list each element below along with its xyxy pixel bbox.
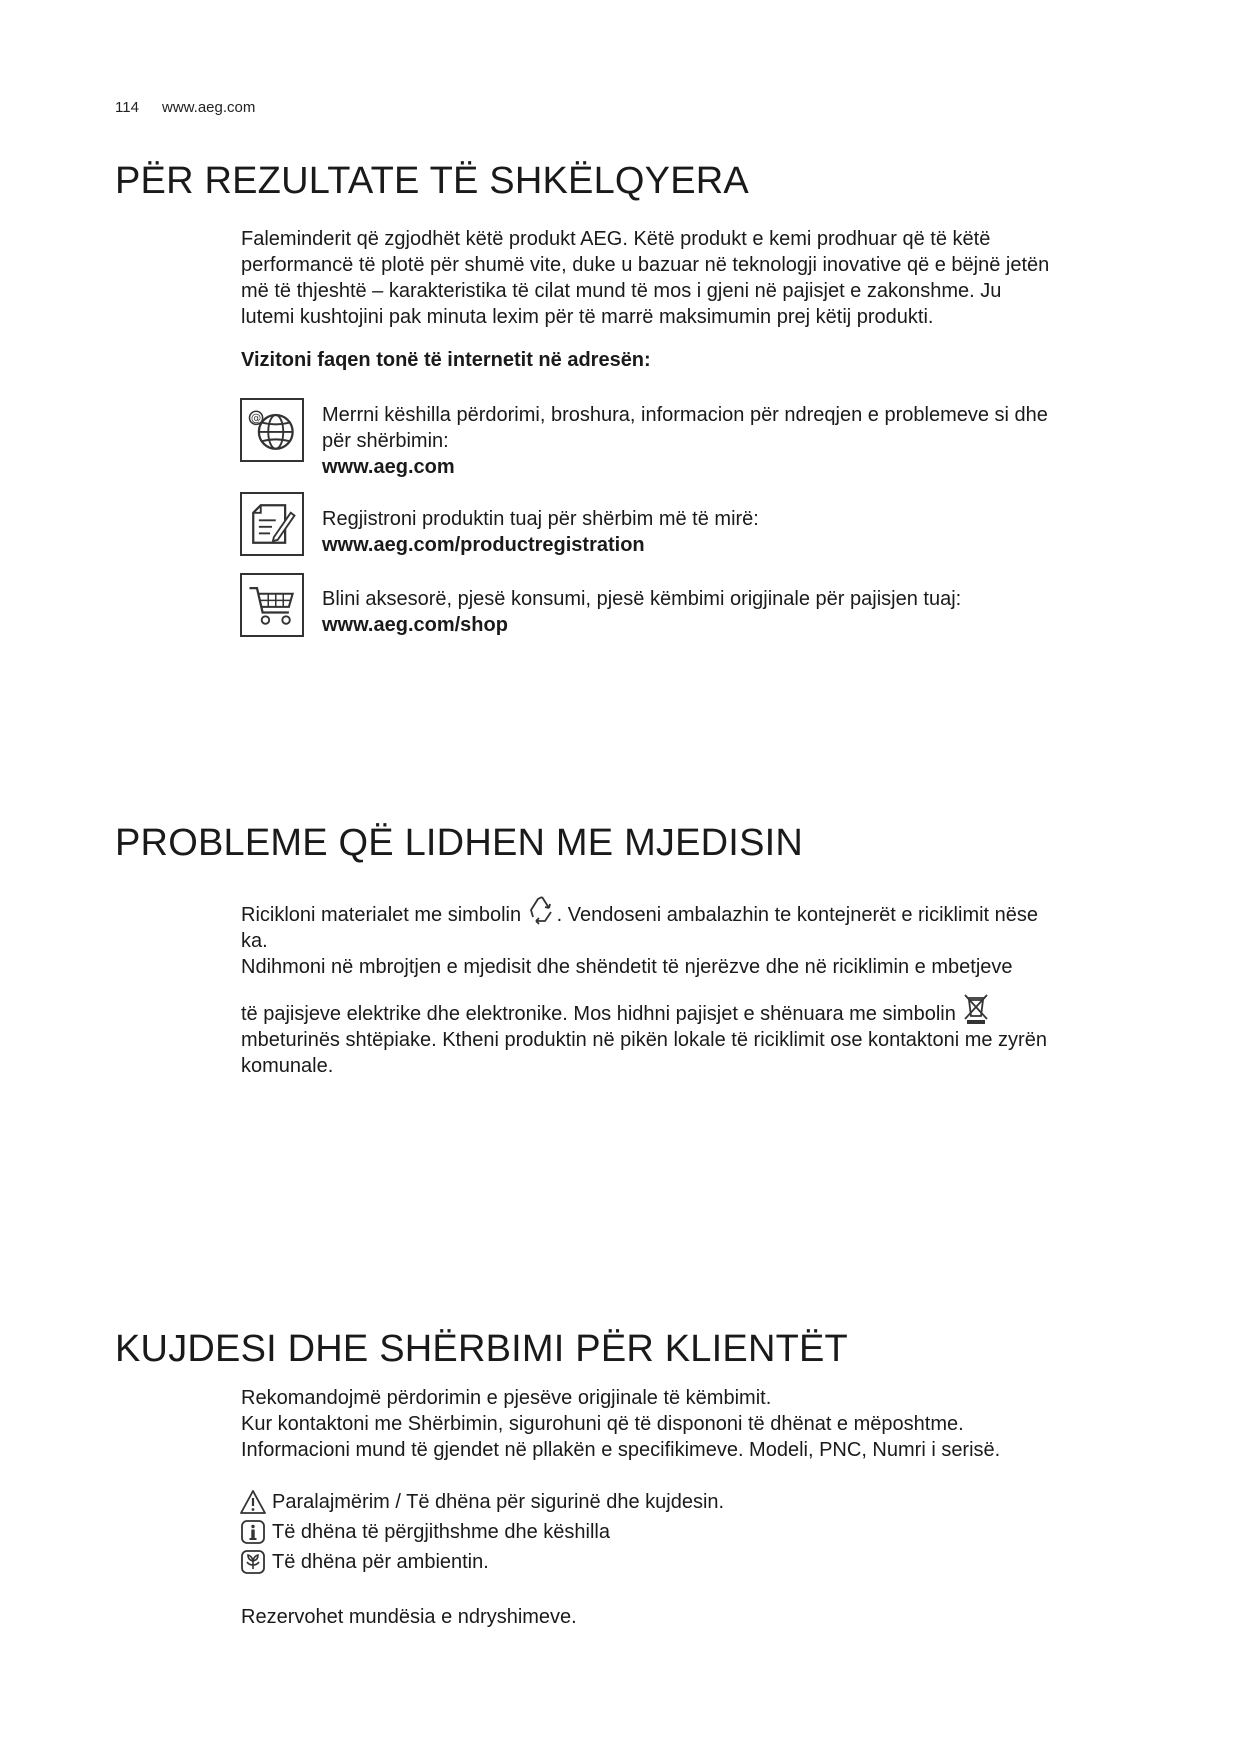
link-product-registration[interactable]: www.aeg.com/productregistration bbox=[322, 534, 645, 556]
recycle-icon bbox=[527, 893, 557, 925]
intro-line: më të thjeshtë – karakteristika të cilat mund të mos i gjeni në pajisjet e zakonshme. Ju bbox=[241, 280, 1002, 302]
intro-line: performancë të plotë për shumë vite, duke u bazuar në teknologji inovative që e bëjnë jetën bbox=[241, 254, 1050, 276]
care-line: Rekomandojmë përdorimin e pjesëve origjinale të këmbimit. bbox=[241, 1387, 772, 1409]
info-icon bbox=[240, 1519, 266, 1545]
section-title-results: PËR REZULTATE TË SHKËLQYERA bbox=[115, 160, 749, 202]
legend-warning bbox=[240, 1488, 724, 1516]
section-title-customer-care: KUJDESI DHE SHËRBIMI PËR KLIENTËT bbox=[115, 1328, 848, 1370]
header-website: www.aeg.com bbox=[162, 99, 256, 116]
item-text: Blini aksesorë, pjesë konsumi, pjesë këmbimi origjinale për pajisjen tuaj: bbox=[322, 588, 962, 610]
environment-icon bbox=[240, 1549, 266, 1575]
legend-label: Të dhëna të përgjithshme dhe këshilla bbox=[272, 1521, 610, 1543]
environment-paragraph bbox=[241, 893, 1161, 1079]
service-item-shop bbox=[322, 586, 961, 638]
shopping-cart-icon bbox=[240, 573, 304, 637]
footer-note: Rezervohet mundësia e ndryshimeve. bbox=[241, 1606, 577, 1628]
link-aeg-com[interactable]: www.aeg.com bbox=[322, 456, 455, 478]
service-item-guides bbox=[322, 402, 1048, 480]
env-text: të pajisjeve elektrike dhe elektronike. Mos hidhni pajisjet e shënuara me simbolin bbox=[241, 1003, 962, 1025]
intro-paragraph bbox=[241, 226, 1141, 330]
item-text: për shërbimin: bbox=[322, 430, 449, 452]
env-line: mbeturinës shtëpiake. Ktheni produktin në pikën lokale të riciklimit ose kontaktoni me zyrën bbox=[241, 1029, 1047, 1051]
env-line bbox=[241, 992, 1161, 1027]
svg-text:@: @ bbox=[250, 412, 262, 425]
warning-icon bbox=[240, 1489, 266, 1515]
item-text: Merrni këshilla përdorimi, broshura, informacion për ndreqjen e problemeve si dhe bbox=[322, 404, 1048, 426]
item-text: Regjistroni produktin tuaj për shërbim më të mirë: bbox=[322, 508, 759, 530]
env-line: Ndihmoni në mbrojtjen e mjedisit dhe shëndetit të njerëzve dhe në riciklimin e mbetjeve bbox=[241, 956, 1013, 978]
intro-line: Faleminderit që zgjodhët këtë produkt AEG. Këtë produkt e kemi prodhuar që të këtë bbox=[241, 228, 991, 250]
customer-care-paragraph bbox=[241, 1385, 1161, 1463]
env-line bbox=[241, 893, 1161, 928]
registration-form-icon bbox=[240, 492, 304, 556]
legend-environment bbox=[240, 1548, 489, 1576]
intro-line: lutemi kushtojini pak minuta lexim për të marrë maksimumin prej këtij produkti. bbox=[241, 306, 934, 328]
env-text: . Vendoseni ambalazhin te kontejnerët e riciklimit nëse bbox=[556, 904, 1039, 926]
env-line: ka. bbox=[241, 930, 268, 952]
visit-website-label: Vizitoni faqen tonë të internetit në adresën: bbox=[241, 349, 651, 371]
globe-at-icon bbox=[240, 398, 304, 462]
service-item-registration bbox=[322, 506, 759, 558]
env-line: komunale. bbox=[241, 1055, 334, 1077]
legend-info bbox=[240, 1518, 610, 1546]
page-number: 114 bbox=[115, 99, 139, 116]
crossed-bin-icon bbox=[961, 992, 991, 1024]
section-title-environment: PROBLEME QË LIDHEN ME MJEDISIN bbox=[115, 822, 804, 864]
link-shop[interactable]: www.aeg.com/shop bbox=[322, 614, 508, 636]
care-line: Informacioni mund të gjendet në pllakën e specifikimeve. Modeli, PNC, Numri i serisë. bbox=[241, 1439, 1001, 1461]
env-text: Ricikloni materialet me simbolin bbox=[241, 904, 527, 926]
legend-label: Të dhëna për ambientin. bbox=[272, 1551, 489, 1573]
care-line: Kur kontaktoni me Shërbimin, sigurohuni që të dispononi të dhënat e mëposhtme. bbox=[241, 1413, 964, 1435]
legend-label: Paralajmërim / Të dhëna për sigurinë dhe kujdesin. bbox=[272, 1491, 725, 1513]
